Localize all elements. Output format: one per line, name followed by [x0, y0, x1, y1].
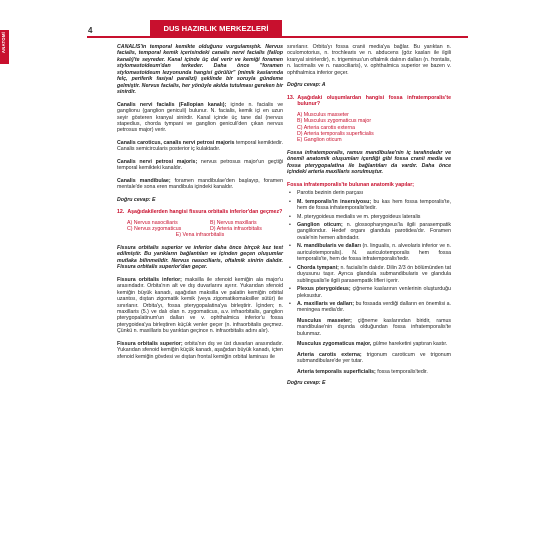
list-item: • Plexus pterygoideus; çiğneme kaslarının venlerinin oluşturduğu pleksustur.	[287, 286, 451, 299]
answer-11: Doğru cevap: E	[117, 196, 156, 203]
answer-12: Doğru cevap: A	[287, 82, 326, 89]
note-zygomaticus: Musculus zygomaticus major, gülme hareketini yaptıran kastır.	[297, 341, 448, 348]
note-masseter: Musculus masseter; çiğneme kaslarından biridir, ramus mandibulae'nin dışında olduğundan fossa infratemporalis'te bulunmaz.	[297, 317, 451, 337]
paragraph-fallopian: Canalis nervi facialis (Fallopian kanalı); içinde n. facialis ve ganglionu (ganglion geniculi) bulunur. N. facialis, kemik içi en uzun seyir gösteren kranyal sinirdir. Kanal içinde üç tane dal (nervus stapedius, chorda tympani ve ganglion geniculi'den çıkan nervus petrosus major) verir.	[117, 101, 283, 134]
list-item: • A. maxillaris ve dalları; bu fossada verdiği dalların en önemlisi a. meningea media'dır.	[287, 301, 451, 314]
list-item: • Chorda tympani; n. facialis'in dalıdır. Dilin 2/3 ön bölümünden tat duyusunu taşır. Ayrıca glandula submandibularis ve glandula sublingualis'le ilgili parasempatik lifleri içerir.	[287, 265, 451, 284]
side-section-tab	[0, 30, 9, 64]
note-carotis: Arteria carotis externa; trigonum caroticum ve trigonum submandibulare'de yer tutar.	[297, 351, 451, 365]
paragraph-fissura-superior: Fissura orbitalis superior; orbita'nın dış ve üst duvarları arasındadır. Yukarıdan sfenoid kemiğin küçük kanadı, aşağıdan büyük kanadı, içten sfenoid kemiğin gövdesi ve dıştan frontal kemiğin orbital laminası ile	[117, 340, 283, 360]
page-number: 4	[88, 26, 93, 35]
paragraph-petrosi: Canalis nervi petrosi majoris; nervus petrosus major'un geçtiği temporal kemikteki kanaldır.	[117, 158, 284, 172]
q13-option-a: A) Musculus masseter	[297, 111, 349, 118]
list-item: • Ganglion oticum; n. glossopharyngeus'la ilgili parasempatik ganglilondur. Hedef organı glandula parotidea'dır. Foramen ovale'nin hemen altındadır.	[287, 222, 451, 241]
paragraph-mandibulae: Canalis mandibulae; foramen mandibulae'den başlayıp, foramen mentale'de sona eren mandibula içindeki kanaldır.	[117, 177, 283, 191]
structures-list	[287, 190, 451, 314]
paragraph-fossa-note: Fossa infratemporalis, ramus mandibulae'nin iç tarafındadır ve önemli anatomik oluşumları içerdiği gibi fossa cranii media ve fossa pterygopalatina ile bağlantıları da vardır. Daha önce içindeki arteria maxillaris sorulmuştur.	[287, 149, 451, 176]
paragraph-fissura-inferior: Fissura orbitalis inferior; maksilla ile sfenoid kemiğin ala major'u arasındadır. Orbita'nın alt ve dış duvarlarını ayırır. Yukarıdan sfenoid kemiğin büyük kanadı, aşağıdan maksilla ve palatin kemiğin orbital uzantısı, dıştan zigomatik kemik (veya zigomatikomaksiller sütür) ile sınırlanır. Orbita'yı, fossa pterygopalatina'ya birleştirir. İçinden; n. maxillaris (5.) ve dalı olan n. zygomaticus, a.v. infraorbitalis, ganglion pterygopalatinum'un dalları ve v. ophthalmica inferior'u fossa pterygoidea'ya birleştiren küçük venler geçer (n. infraorbitalis geçmez. Çünkü n. maxillaris bu yarıktan geçince n. infraorbitalis adını alır).	[117, 276, 283, 335]
answer-13: Doğru cevap: E	[287, 380, 326, 387]
q13-option-e: E) Ganglion oticum	[297, 137, 342, 144]
q13-option-b: B) Musculus zygomaticus major	[297, 118, 372, 125]
list-item: • M. pterygoideus medialis ve m. pterygoideus lateralis	[287, 214, 451, 220]
paragraph-continuation: sınırlanır. Orbita'yı fossa cranii media'ya bağlar. Bu yarıktan n. oculomotorius, n. trochlearis ve n. abducens (göz kasları ile ilgili kranyal sinirlerdir), n. trigeminus'un oftalmik dalının dalları (n. frontalis, n. lacrimalis ve n. nasociliaris), v. ophthalmica superior ve bazen v. ophthalmica inferior geçer.	[287, 44, 451, 76]
right-column	[287, 44, 451, 392]
intro-paragraph: CANALIS'in temporal kemikte olduğunu vurgulamıştık. Nervus facialis, temporal kemik içerisindeki canalis nervi facialis (fallop kanalı)'te seyreder. Kanal içinde üç dal verir ve kemiği foramen stylomastoideum'dan terkeder. Daha önce "foramen stylomastoideum lezyonunda hangisi görülür" (mimik kaslarında felç, periferik fasiyal paralizi) şeklinde bir soruyla gündeme gelmiştir. Nervus facialis, her yönüyle akılda tutulması gereken bir sinirdir.	[117, 44, 283, 96]
q12-options-row-2: C) Nervus zygomaticus D) Arteria infraorbitalis	[127, 225, 262, 232]
list-item: • Parotis bezinin derin parçası	[287, 190, 451, 196]
q12-options-row-1: A) Nervus nasociliaris B) Nervus maxillaris	[127, 219, 257, 226]
list-item: • M. temporalis'in insersiyosu; bu kas hem fossa temporalis'te, hem de fossa infratemporalis'tedir.	[287, 199, 451, 212]
q13-option-d: D) Arteria temporalis superficialis	[297, 130, 374, 137]
question-13: 13. Aşağıdaki oluşumlardan hangisi fossa infratemporalis'te bulunur?	[287, 94, 451, 108]
section-title: Fossa infratemporalis'te bulunan anatomik yapılar;	[287, 181, 414, 188]
list-item: • N. mandibularis ve dalları (n. lingualis, n. alveolaris inferior ve n. auriculotemporalis). N. auriculotemporalis hem fossa temporalis'te, hem de fossa infratemporalis'tedir.	[287, 243, 451, 262]
header-title: DUS HAZIRLIK MERKEZLERİ	[150, 20, 282, 37]
question-12: 12. Aşağıdakilerden hangisi fissura orbitalis inferior'dan geçmez?	[117, 209, 283, 216]
q13-option-c: C) Arteria carotis externa	[297, 124, 356, 131]
paragraph-canalis-caroticus: Canalis caroticus, canalis nervi petrosi majoris temporal kemiktedir. Canalis semicircularis posterior iç kulaktadır.	[117, 139, 283, 153]
q12-option-e: E) Vena infraorbitalis	[175, 232, 225, 239]
side-tab-label: ANATOMİ	[1, 32, 6, 54]
note-temporalis: Arteria temporalis superficialis; fossa temporalis'tedir.	[297, 368, 428, 375]
left-column	[117, 44, 283, 366]
paragraph-fissura-note: Fissura orbitalis superior ve inferior daha önce birçok kez test edilmiştir. Bu yarıkların bağlantıları ve içinden geçen oluşumlar mutlaka bilinmelidir. Nervus nasociliaris, oftalmik sinirin dalıdır. Fissura orbitalis superior'dan geçer.	[117, 244, 283, 271]
